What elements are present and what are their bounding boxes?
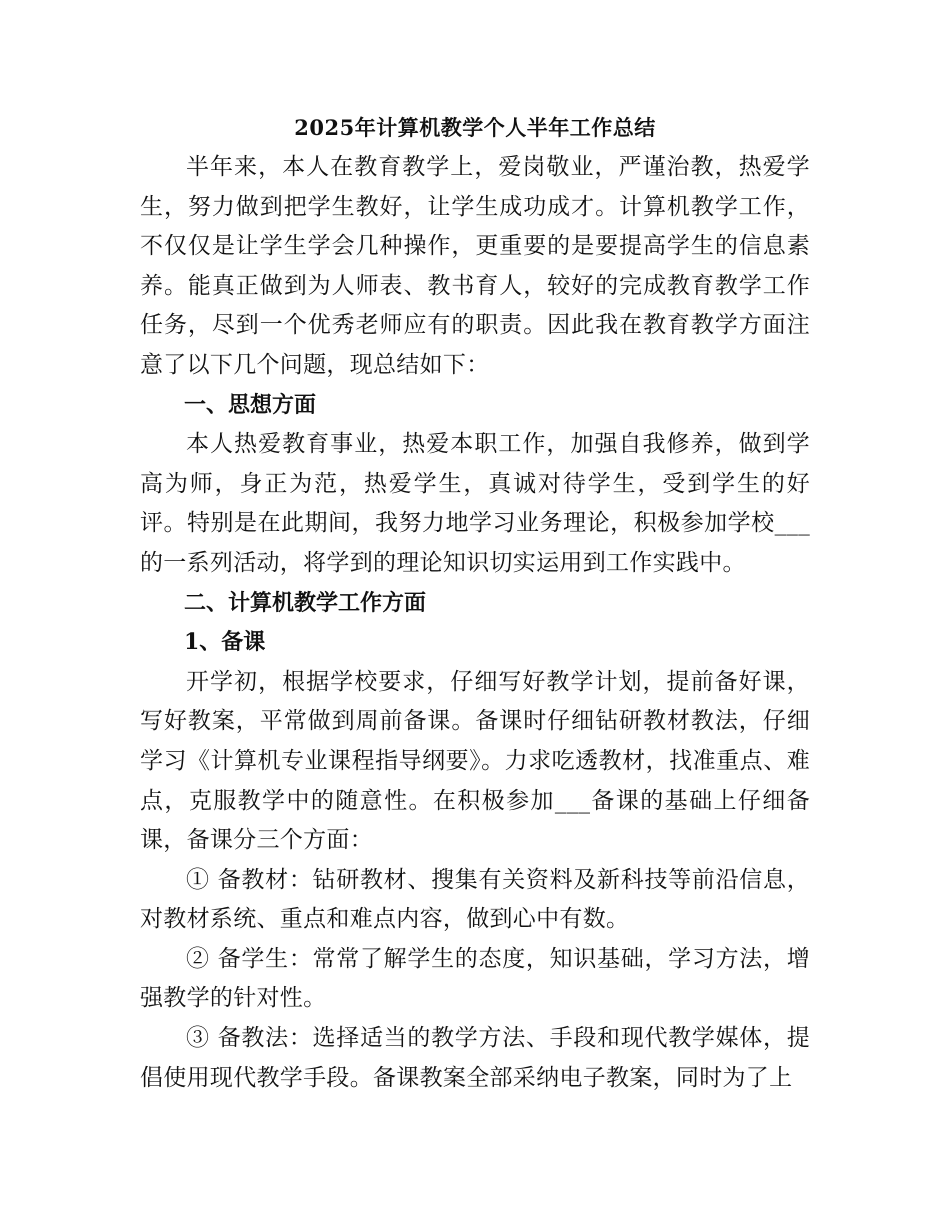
- document-title: 2025年计算机教学个人半年工作总结: [294, 115, 656, 140]
- list-item-methods: ③ 备教法：选择适当的教学方法、手段和现代教学媒体，提倡使用现代教学手段。备课教案全部采纳电子教案，同时为了上: [140, 1025, 810, 1091]
- document-page: [140, 108, 810, 1098]
- paragraph-intro: 半年来，本人在教育教学上，爱岗敬业，严谨治教，热爱学生，努力做到把学生教好，让学生成功成才。计算机教学工作，不仅仅是让学生学会几种操作，更重要的是要提高学生的信息素养。能真正做到为人师表、教书育人，较好的完成教育教学工作任务，尽到一个优秀老师应有的职责。因此我在教育教学方面注意了以下几个问题，现总结如下：: [140, 154, 810, 378]
- subsection-heading-lesson-prep: 1、备课: [184, 629, 266, 656]
- section-heading-thought: 一、思想方面: [184, 391, 317, 418]
- section-heading-teaching: 二、计算机教学工作方面: [184, 589, 427, 616]
- list-item-students: ② 备学生：常常了解学生的态度，知识基础，学习方法，增强教学的针对性。: [140, 945, 810, 1012]
- paragraph-thought: 本人热爱教育事业，热爱本职工作，加强自我修养，做到学高为师，身正为范，热爱学生，真诚对待学生，受到学生的好评。特别是在此期间，我努力地学习业务理论，积极参加学校___的一系列活动，将学到的理论知识切实运用到工作实践中。: [140, 431, 810, 576]
- paragraph-lesson-prep: 开学初，根据学校要求，仔细写好教学计划，提前备好课，写好教案，平常做到周前备课。备课时仔细钻研教材教法，仔细学习《计算机专业课程指导纲要》。力求吃透教材，找准重点、难点，克服教学中的随意性。在积极参加___备课的基础上仔细备课，备课分三个方面：: [140, 668, 810, 854]
- list-item-materials: ① 备教材：钻研教材、搜集有关资料及新科技等前沿信息，对教材系统、重点和难点内容，做到心中有数。: [140, 866, 810, 933]
